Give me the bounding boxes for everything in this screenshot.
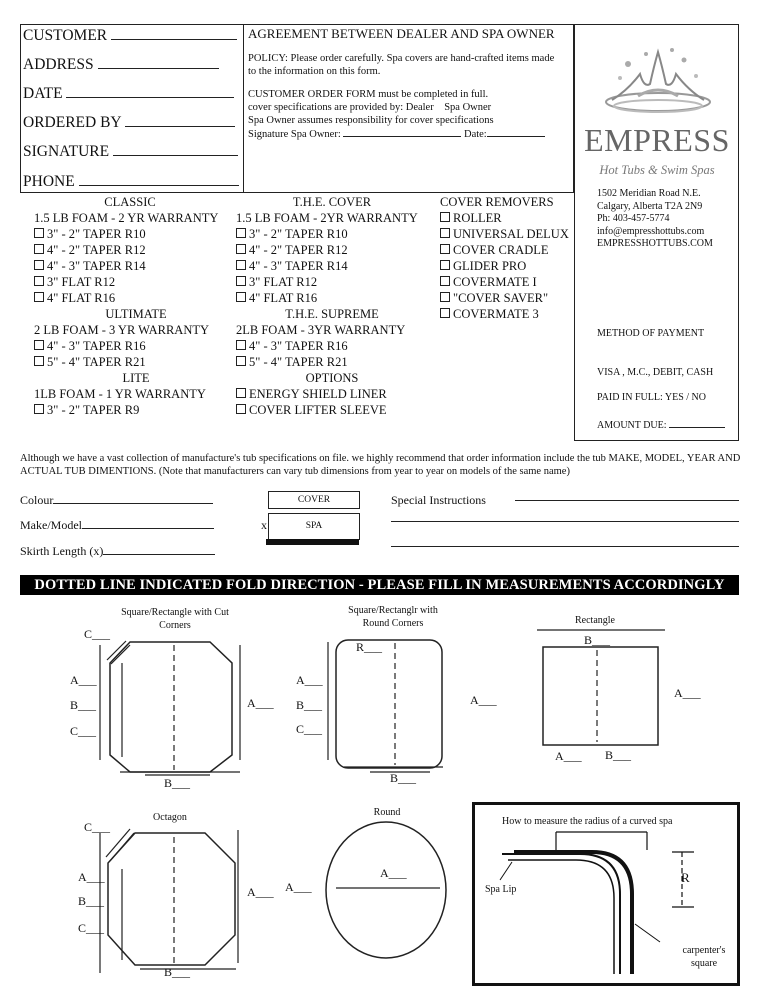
the-cover-option[interactable] bbox=[236, 226, 428, 242]
checkbox-icon[interactable] bbox=[236, 340, 246, 350]
rectangle-label: Rectangle bbox=[575, 615, 615, 626]
radius-title: How to measure the radius of a curved spa bbox=[502, 816, 673, 827]
the-supreme-option[interactable] bbox=[236, 354, 428, 370]
option-label: 4" - 3" TAPER R14 bbox=[47, 259, 146, 273]
checkbox-icon[interactable] bbox=[34, 276, 44, 286]
spa-diagram-box: SPA bbox=[268, 513, 360, 540]
rect-B-top-label: B___ bbox=[584, 633, 611, 647]
option-label: 3" - 2" TAPER R9 bbox=[47, 403, 140, 417]
special-line-1[interactable] bbox=[515, 500, 739, 501]
cover-diagram-box: COVER bbox=[268, 491, 360, 509]
round-A-center-label: A___ bbox=[380, 866, 407, 880]
option-label: UNIVERSAL DELUX bbox=[453, 227, 569, 241]
payment-method-label: METHOD OF PAYMENT bbox=[597, 328, 705, 339]
round-A-right-label: A___ bbox=[470, 693, 497, 707]
checkbox-icon[interactable] bbox=[236, 260, 246, 270]
special-line-3[interactable] bbox=[391, 546, 739, 547]
round-R-label: R___ bbox=[356, 640, 383, 654]
option-label: 5" - 4" TAPER R21 bbox=[249, 355, 348, 369]
agreement-text bbox=[248, 27, 570, 141]
customer-box bbox=[20, 24, 244, 193]
options-option[interactable] bbox=[236, 386, 428, 402]
classic-title: CLASSIC bbox=[104, 195, 156, 209]
checkbox-icon[interactable] bbox=[34, 340, 44, 350]
policy-text: POLICY: Please order carefully. Spa covers are hand-crafted items made to the information on this form. bbox=[248, 53, 555, 77]
date-field[interactable]: DATE bbox=[23, 84, 234, 103]
classic-option[interactable] bbox=[34, 242, 226, 258]
checkbox-icon[interactable] bbox=[236, 404, 246, 414]
octagon-label: Octagon bbox=[153, 812, 187, 823]
colour-field[interactable]: Colour bbox=[20, 493, 213, 508]
the-supreme-title: T.H.E. SUPREME bbox=[285, 307, 379, 321]
classic-option[interactable] bbox=[34, 226, 226, 242]
removers-option[interactable] bbox=[440, 242, 574, 258]
ultimate-sub: 2 LB FOAM - 3 YR WARRANTY bbox=[34, 323, 210, 337]
option-label: ROLLER bbox=[453, 211, 502, 225]
spa-lip-label: Spa Lip bbox=[485, 884, 517, 895]
option-label: 3" FLAT R12 bbox=[249, 275, 318, 289]
checkbox-icon[interactable] bbox=[236, 228, 246, 238]
checkbox-icon[interactable] bbox=[440, 228, 450, 238]
checkbox-icon[interactable] bbox=[440, 292, 450, 302]
round-diagram bbox=[318, 820, 458, 970]
classic-column bbox=[34, 194, 226, 418]
checkbox-icon[interactable] bbox=[34, 228, 44, 238]
rect-B-bottom-label: B___ bbox=[605, 748, 632, 762]
option-label: 3" FLAT R12 bbox=[47, 275, 116, 289]
order-line-3: Spa Owner assumes responsibility for cover specifications bbox=[248, 115, 494, 126]
carpenter-square-label: carpenter's square bbox=[682, 945, 726, 969]
removers-option[interactable] bbox=[440, 226, 574, 242]
the-cover-sub: 1.5 LB FOAM - 2YR WARRANTY bbox=[236, 211, 418, 225]
oct-C2-label: C___ bbox=[78, 921, 105, 935]
oct-C-label: C___ bbox=[84, 820, 111, 834]
round-B-bottom-label: B___ bbox=[390, 771, 417, 785]
option-label: COVER CRADLE bbox=[453, 243, 549, 257]
option-label: 4" - 3" TAPER R14 bbox=[249, 259, 348, 273]
lite-sub: 1LB FOAM - 1 YR WARRANTY bbox=[34, 387, 206, 401]
cut-C2-label: C___ bbox=[70, 724, 97, 738]
the-supreme-option[interactable] bbox=[236, 338, 428, 354]
option-label: 3" - 2" TAPER R10 bbox=[249, 227, 348, 241]
owner-signature-line[interactable]: Signature Spa Owner: Date: bbox=[248, 127, 570, 141]
option-label: 4" - 2" TAPER R12 bbox=[47, 243, 146, 257]
rect-A-right-label: A___ bbox=[674, 686, 701, 700]
oct-A-right-label: A___ bbox=[247, 885, 274, 899]
classic-option[interactable] bbox=[34, 258, 226, 274]
the-cover-column bbox=[236, 194, 428, 418]
checkbox-icon[interactable] bbox=[34, 292, 44, 302]
payment-methods[interactable]: VISA , M.C., DEBIT, CASH bbox=[597, 367, 714, 378]
phone-field[interactable]: PHONE bbox=[23, 172, 239, 191]
ultimate-title: ULTIMATE bbox=[105, 307, 167, 321]
option-label: 4" - 3" TAPER R16 bbox=[47, 339, 146, 353]
removers-option[interactable] bbox=[440, 258, 574, 274]
special-line-2[interactable] bbox=[391, 521, 739, 522]
checkbox-icon[interactable] bbox=[34, 260, 44, 270]
option-label: ENERGY SHIELD LINER bbox=[249, 387, 387, 401]
checkbox-icon[interactable] bbox=[440, 308, 450, 318]
agreement-title: AGREEMENT BETWEEN DEALER AND SPA OWNER bbox=[248, 26, 555, 41]
x-bracket bbox=[268, 513, 272, 539]
option-label: GLIDER PRO bbox=[453, 259, 527, 273]
option-label: COVERMATE 3 bbox=[453, 307, 539, 321]
signature-field[interactable]: SIGNATURE bbox=[23, 142, 238, 161]
checkbox-icon[interactable] bbox=[440, 212, 450, 222]
the-cover-option[interactable] bbox=[236, 258, 428, 274]
option-label: 5" - 4" TAPER R21 bbox=[47, 355, 146, 369]
checkbox-icon[interactable] bbox=[34, 404, 44, 414]
special-instructions-label: Special Instructions bbox=[391, 493, 486, 507]
option-label: COVERMATE I bbox=[453, 275, 537, 289]
ordered-by-field[interactable]: ORDERED BY bbox=[23, 113, 235, 132]
lite-option[interactable] bbox=[34, 402, 226, 418]
option-label: 4" - 2" TAPER R12 bbox=[249, 243, 348, 257]
order-line-1: CUSTOMER ORDER FORM must be completed in full. bbox=[248, 89, 489, 100]
ultimate-option[interactable] bbox=[34, 338, 226, 354]
cut-B-label: B___ bbox=[70, 698, 97, 712]
checkbox-icon[interactable] bbox=[34, 356, 44, 366]
checkbox-icon[interactable] bbox=[236, 276, 246, 286]
round-A-label: A___ bbox=[296, 673, 323, 687]
lite-title: LITE bbox=[122, 371, 150, 385]
paid-in-full[interactable]: PAID IN FULL: YES / NO bbox=[597, 392, 706, 403]
checkbox-icon[interactable] bbox=[236, 244, 246, 254]
classic-option[interactable] bbox=[34, 274, 226, 290]
oct-B-bottom-label: B___ bbox=[164, 965, 191, 979]
removers-option[interactable] bbox=[440, 274, 574, 290]
cut-C-label: C___ bbox=[84, 627, 111, 641]
ultimate-option[interactable] bbox=[34, 354, 226, 370]
round-shape-label: Round bbox=[373, 807, 401, 818]
options-title: OPTIONS bbox=[305, 371, 359, 385]
option-label: 4" FLAT R16 bbox=[249, 291, 318, 305]
option-label: "COVER SAVER" bbox=[453, 291, 549, 305]
brand-name: EMPRESS bbox=[584, 122, 730, 158]
checkbox-icon[interactable] bbox=[236, 388, 246, 398]
classic-sub: 1.5 LB FOAM - 2 YR WARRANTY bbox=[34, 211, 219, 225]
the-cover-option[interactable] bbox=[236, 274, 428, 290]
amount-due[interactable]: AMOUNT DUE: bbox=[597, 418, 725, 433]
address-field[interactable]: ADDRESS bbox=[23, 55, 219, 74]
checkbox-icon[interactable] bbox=[440, 260, 450, 270]
oct-B-label: B___ bbox=[78, 894, 105, 908]
cut-A-right-label: A___ bbox=[247, 696, 274, 710]
make-model-field[interactable]: Make/Model bbox=[20, 518, 214, 533]
dealer-contact: 1502 Meridian Road N.E. Calgary, Alberta T2A 2N9 Ph: 403-457-5774 info@empresshottubs.com EMPRESSHOTTUBS.COM bbox=[597, 188, 713, 249]
cut-B-bottom-label: B___ bbox=[164, 776, 191, 790]
the-cover-option[interactable] bbox=[236, 242, 428, 258]
removers-title: COVER REMOVERS bbox=[440, 195, 554, 209]
checkbox-icon[interactable] bbox=[236, 356, 246, 366]
round-B-label: B___ bbox=[296, 698, 323, 712]
round-C-label: C___ bbox=[296, 722, 323, 736]
the-cover-option[interactable] bbox=[236, 290, 428, 306]
checkbox-icon[interactable] bbox=[440, 276, 450, 286]
brand-tagline: Hot Tubs & Swim Spas bbox=[599, 163, 715, 177]
options-option[interactable] bbox=[236, 402, 428, 418]
cut-corners-label: Square/Rectangle with Cut Corners bbox=[121, 607, 229, 631]
round-A-left-label: A___ bbox=[285, 880, 312, 894]
order-line-2: cover specifications are provided by: Dealer Spa Owner bbox=[248, 102, 492, 113]
spec-note: Although we have a vast collection of manufacture's tub specifications on file. we highly recommend that order information include the tub MAKE, MODEL, YEAR AND ACTUAL TUB DIMENTIONS. (Note that manufacturers can vary tub dimensions from year to year on models of the same name) bbox=[20, 453, 741, 477]
option-label: COVER LIFTER SLEEVE bbox=[249, 403, 387, 417]
removers-column bbox=[440, 194, 574, 322]
cut-A-label: A___ bbox=[70, 673, 97, 687]
customer-field[interactable]: CUSTOMER bbox=[23, 26, 237, 45]
rect-A-bottom-label: A___ bbox=[555, 749, 582, 763]
removers-option[interactable] bbox=[440, 290, 574, 306]
fold-direction-banner: DOTTED LINE INDICATED FOLD DIRECTION - PLEASE FILL IN MEASUREMENTS ACCORDINGLY bbox=[20, 575, 739, 595]
skirth-length-field[interactable]: Skirth Length (x) bbox=[20, 544, 215, 559]
x-label: x bbox=[261, 518, 267, 532]
removers-option[interactable] bbox=[440, 210, 574, 226]
oct-A-label: A___ bbox=[78, 870, 105, 884]
removers-option[interactable] bbox=[440, 306, 574, 322]
the-supreme-sub: 2LB FOAM - 3YR WARRANTY bbox=[236, 323, 406, 337]
checkbox-icon[interactable] bbox=[236, 292, 246, 302]
option-label: 3" - 2" TAPER R10 bbox=[47, 227, 146, 241]
option-label: 4" - 3" TAPER R16 bbox=[249, 339, 348, 353]
spa-base-bar bbox=[266, 539, 359, 545]
checkbox-icon[interactable] bbox=[34, 244, 44, 254]
splash-logo-icon bbox=[598, 44, 718, 120]
option-label: 4" FLAT R16 bbox=[47, 291, 116, 305]
radius-R-label: R bbox=[681, 870, 690, 885]
checkbox-icon[interactable] bbox=[440, 244, 450, 254]
the-cover-title: T.H.E. COVER bbox=[292, 195, 372, 209]
classic-option[interactable] bbox=[34, 290, 226, 306]
round-corners-label: Square/Rectanglr with Round Corners bbox=[348, 605, 438, 629]
